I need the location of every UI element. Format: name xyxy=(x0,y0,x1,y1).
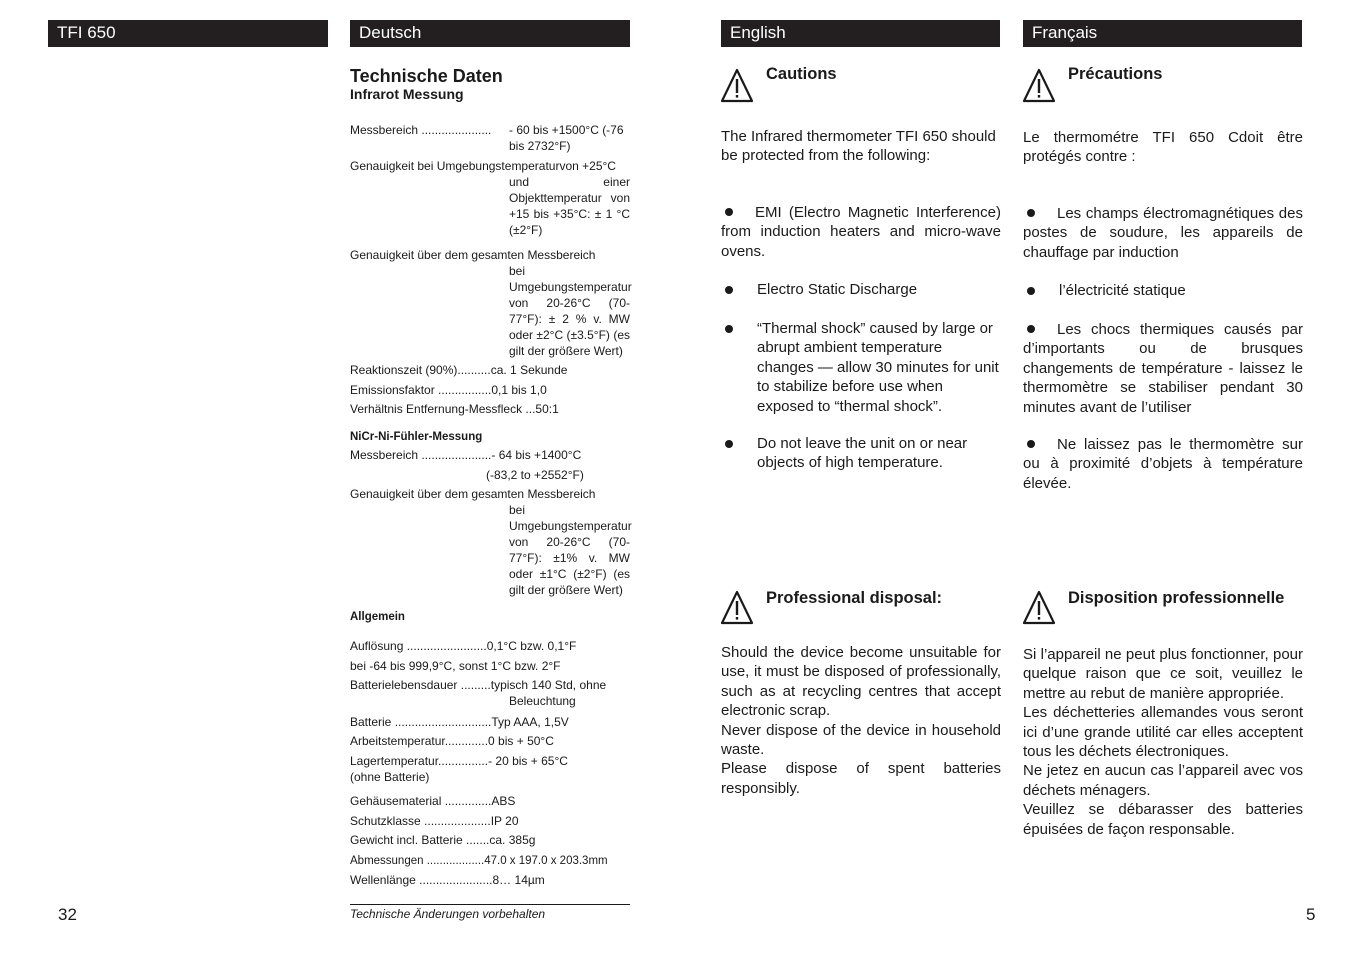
spec-nicr-messbereich: Messbereich .....................- 64 bis +1400°C xyxy=(350,448,582,462)
header-tfi650 xyxy=(48,20,328,47)
french-disposal-1: Si l’appareil ne peut plus fonctionner, pour quelque raison que ce soit, veuillez le mettre au rebut de manière appropriée. xyxy=(1023,646,1303,702)
english-bullet-esd xyxy=(721,280,1001,299)
french-cautions-heading: Précautions xyxy=(1068,65,1163,83)
french-bullet-thermal xyxy=(1023,320,1303,417)
spec-genauigkeit-gesamt xyxy=(350,247,630,359)
spec-value: (ohne Batterie) xyxy=(350,770,430,784)
bullet-icon xyxy=(725,325,733,333)
spec-label: Messbereich ..................... xyxy=(350,123,492,137)
spec-label: Lagertemperatur...............- 20 bis + 65°C xyxy=(350,754,568,768)
french-disposal-2: Les déchetteries allemandes vous seront ici d’une grande utilité car elles acceptent tous les déchets électroniques. xyxy=(1023,704,1303,761)
english-intro: The Infrared thermometer TFI 650 should be protected from the following: xyxy=(721,128,996,165)
spec-batterie: Batterie .............................Typ AAA, 1,5V xyxy=(350,715,569,729)
spec-schutzklasse: Schutzklasse ....................IP 20 xyxy=(350,814,519,828)
page-number-right: 5 xyxy=(1306,905,1316,924)
bullet-icon xyxy=(1027,325,1035,333)
page-number-left: 32 xyxy=(58,905,77,924)
french-disposal-heading: Disposition professionnelle xyxy=(1068,589,1285,607)
header-english-label: English xyxy=(730,23,786,42)
spec-wellenlaenge: Wellenlänge ......................8… 14µm xyxy=(350,873,545,887)
french-intro: Le thermométre TFI 650 Cdoit être protégés contre : xyxy=(1023,129,1303,166)
header-english xyxy=(721,20,1000,47)
spec-value: bei Umgebungstemperatur von 20-26°C (70-77°F): ±1% v. MW oder ±1°C (±2°F) (es gilt der größere Wert) xyxy=(509,503,632,597)
spec-value: bei Umgebungstemperatur von 20-26°C (70-77°F): ± 2 % v. MW oder ±2°C (±3.5°F) (es gilt der größere Wert) xyxy=(509,264,632,358)
english-disposal-text xyxy=(721,643,1001,798)
english-disposal-1: Should the device become unsuitable for use, it must be disposed of professionally, such as at recycling centres that accept electronic scrap. xyxy=(721,644,1001,720)
bullet-icon xyxy=(725,208,733,216)
bullet-text: Electro Static Discharge xyxy=(757,281,918,298)
spec-reaktionszeit: Reaktionszeit (90%)..........ca. 1 Sekunde xyxy=(350,363,568,377)
french-disposal-3: Ne jetez en aucun cas l’appareil avec vos déchets ménagers. xyxy=(1023,762,1303,799)
spec-verhaeltnis: Verhältnis Entfernung-Messfleck ...50:1 xyxy=(350,402,559,416)
bullet-text: l’électricité statique xyxy=(1059,282,1186,299)
bullet-icon xyxy=(725,286,733,294)
spec-abmessungen: Abmessungen ..................47.0 x 197.0 x 203.3mm xyxy=(350,855,608,867)
spec-label: Genauigkeit über dem gesamten Messbereich xyxy=(350,248,596,262)
french-disposal-4: Veuillez se débarasser des batteries épuisées de façon responsable. xyxy=(1023,801,1303,838)
spec-label: Genauigkeit über dem gesamten Messbereich xyxy=(350,487,596,501)
french-bullet-emi xyxy=(1023,204,1303,262)
warning-triangle-icon xyxy=(1022,590,1056,626)
bullet-icon xyxy=(1027,440,1035,448)
warning-triangle-icon xyxy=(720,590,754,626)
bullet-icon xyxy=(725,440,733,448)
warning-triangle-icon xyxy=(720,68,754,104)
german-subtitle: Infrarot Messung xyxy=(350,86,464,102)
french-bullet-esd xyxy=(1023,281,1303,300)
warning-triangle-icon xyxy=(1022,68,1056,104)
bullet-icon xyxy=(1027,209,1035,217)
header-deutsch xyxy=(350,20,630,47)
header-francais xyxy=(1023,20,1302,47)
english-disposal-2: Never dispose of the device in household waste. xyxy=(721,721,1001,759)
english-cautions-heading: Cautions xyxy=(766,65,837,83)
bullet-icon xyxy=(1027,287,1035,295)
header-francais-label: Français xyxy=(1032,23,1098,42)
spec-gehaeusematerial: Gehäusematerial ..............ABS xyxy=(350,794,516,808)
german-allgemein-heading: Allgemein xyxy=(350,611,405,623)
english-disposal-heading: Professional disposal: xyxy=(766,589,943,607)
english-bullet-emi xyxy=(721,203,1001,261)
spec-value: - 60 bis +1500°C (-76 bis 2732°F) xyxy=(509,123,624,153)
spec-arbeitstemperatur: Arbeitstemperatur.............0 bis + 50°C xyxy=(350,734,554,748)
spec-lagertemperatur xyxy=(350,753,630,785)
spec-value: Beleuchtung xyxy=(509,694,576,708)
spec-messbereich xyxy=(350,122,630,154)
spec-aufloesung: Auflösung ........................0,1°C bzw. 0,1°F xyxy=(350,639,577,653)
bullet-text: Les chocs thermiques causés par d’importants ou de brusques changements de température - laissez le thermomètre se stabiliser pendant 30 minutes avant de l’utiliser xyxy=(1023,321,1303,416)
spec-nicr-messbereich-f: (-83,2 to +2552°F) xyxy=(486,468,584,482)
bullet-text: “Thermal shock” caused by large or abrupt ambient temperature changes — allow 30 minutes for unit to stabilize before use when exposed to “thermal shock”. xyxy=(757,320,999,415)
spec-batterielebensdauer xyxy=(350,677,630,709)
french-bullet-heat xyxy=(1023,435,1303,493)
header-tfi650-label: TFI 650 xyxy=(57,23,116,42)
spec-label: Batterielebensdauer .........typisch 140 Std, ohne xyxy=(350,678,607,692)
spec-genauigkeit-umgebung xyxy=(350,158,630,238)
bullet-text: Do not leave the unit on or near objects of high temperature. xyxy=(757,435,968,472)
header-deutsch-label: Deutsch xyxy=(359,23,422,42)
spec-gewicht: Gewicht incl. Batterie .......ca. 385g xyxy=(350,833,536,847)
spec-label: Genauigkeit bei Umgebungstemperaturvon +25°C xyxy=(350,159,616,173)
english-bullet-thermal xyxy=(721,319,1001,416)
german-footnote: Technische Änderungen vorbehalten xyxy=(350,904,630,921)
bullet-text: Ne laissez pas le thermomètre sur ou à proximité d’objets à température élevée. xyxy=(1023,436,1303,492)
spec-bereich: bei -64 bis 999,9°C, sonst 1°C bzw. 2°F xyxy=(350,659,561,673)
german-title: Technische Daten xyxy=(350,66,503,86)
bullet-text: Les champs électromagnétiques des postes de soudure, les appareils de chauffage par induction xyxy=(1023,205,1303,261)
english-bullet-heat xyxy=(721,434,1001,473)
spec-nicr-genauigkeit xyxy=(350,486,630,598)
french-disposal-text xyxy=(1023,645,1303,839)
german-nicr-heading: NiCr-Ni-Fühler-Messung xyxy=(350,431,483,443)
spec-value: und einer Objekttemperatur von +15 bis +35°C: ± 1 °C (±2°F) xyxy=(509,175,630,237)
bullet-text: EMI (Electro Magnetic Interference) from induction heaters and micro-wave ovens. xyxy=(721,204,1001,260)
spec-emissionsfaktor: Emissionsfaktor ................0,1 bis 1,0 xyxy=(350,383,547,397)
english-disposal-3: Please dispose of spent batteries responsibly. xyxy=(721,760,1001,797)
